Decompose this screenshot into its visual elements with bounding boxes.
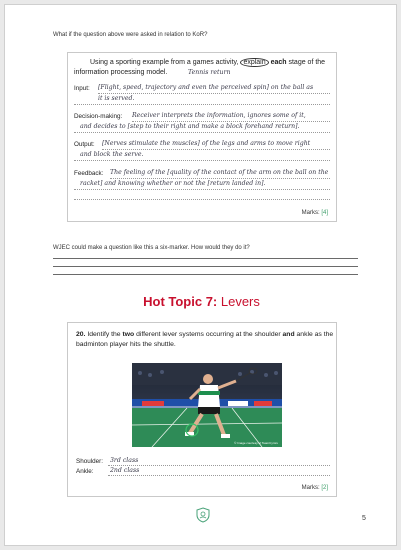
answer-line bbox=[108, 475, 330, 476]
ankle-label: Ankle: bbox=[76, 468, 94, 475]
answer-line bbox=[74, 189, 330, 190]
output-label: Output: bbox=[74, 141, 95, 148]
circled-word: explain bbox=[240, 58, 268, 67]
intro-question: What if the question above were asked in relation to KoR? bbox=[53, 32, 208, 38]
question-line-2: information processing model. bbox=[74, 69, 168, 76]
answer-line bbox=[74, 132, 330, 133]
answer-line bbox=[74, 104, 330, 105]
badminton-photo bbox=[132, 363, 282, 447]
marks-indicator: Marks: [4] bbox=[301, 210, 328, 216]
question-20-text: 20. Identify the two different lever systems occurring at the shoulder and ankle as the badminton player hits the shuttle. bbox=[76, 331, 334, 348]
feedback-label: Feedback: bbox=[74, 170, 104, 177]
decision-answer-1: Receiver interprets the information, ignores some of it, bbox=[132, 112, 306, 119]
writing-line bbox=[53, 274, 358, 275]
feedback-answer-2: racket] and knowing whether or not the [return landed in]. bbox=[80, 180, 266, 187]
badminton-player-image bbox=[132, 363, 282, 447]
answer-line bbox=[74, 199, 330, 200]
decision-answer-2: and decides to [step to their right and make a block forehand return]. bbox=[80, 123, 300, 130]
output-answer-1: [Nerves stimulate the muscles] of the legs and arms to move right bbox=[102, 140, 311, 147]
shoulder-label: Shoulder: bbox=[76, 458, 103, 465]
photo-credit: © Image courtesy of TeamCymru bbox=[234, 441, 278, 445]
ankle-answer: 2nd class bbox=[110, 467, 140, 474]
answer-line bbox=[98, 93, 330, 94]
writing-line bbox=[53, 266, 358, 267]
section-heading: Hot Topic 7: Levers bbox=[143, 294, 260, 309]
answer-line bbox=[132, 121, 330, 122]
question-box-levers bbox=[67, 322, 337, 497]
shield-logo-icon bbox=[196, 507, 210, 523]
writing-line bbox=[53, 258, 358, 259]
output-answer-2: and block the serve. bbox=[80, 151, 144, 158]
decision-label: Decision-making: bbox=[74, 113, 123, 120]
input-label: Input: bbox=[74, 85, 90, 92]
answer-line bbox=[74, 160, 330, 161]
input-answer-1: [Flight, speed, trajectory and even the perceived spin] on the ball as bbox=[98, 84, 314, 91]
page-number: 5 bbox=[362, 515, 366, 522]
answer-line bbox=[108, 465, 330, 466]
shoulder-answer: 3rd class bbox=[110, 457, 139, 464]
marks-indicator: Marks: [2] bbox=[301, 485, 328, 491]
answer-line bbox=[102, 149, 330, 150]
answer-line bbox=[110, 178, 330, 179]
wjec-prompt: WJEC could make a question like this a six-marker. How would they do it? bbox=[53, 245, 250, 251]
question-line-1: Using a sporting example from a games activity, explain each stage of the bbox=[90, 59, 326, 66]
worksheet-page bbox=[4, 4, 397, 546]
input-answer-2: it is served. bbox=[98, 95, 135, 102]
answer-example: Tennis return bbox=[188, 69, 231, 76]
feedback-answer-1: The feeling of the [quality of the contact of the arm on the ball on the bbox=[110, 169, 329, 176]
question-box-kor bbox=[67, 52, 337, 222]
